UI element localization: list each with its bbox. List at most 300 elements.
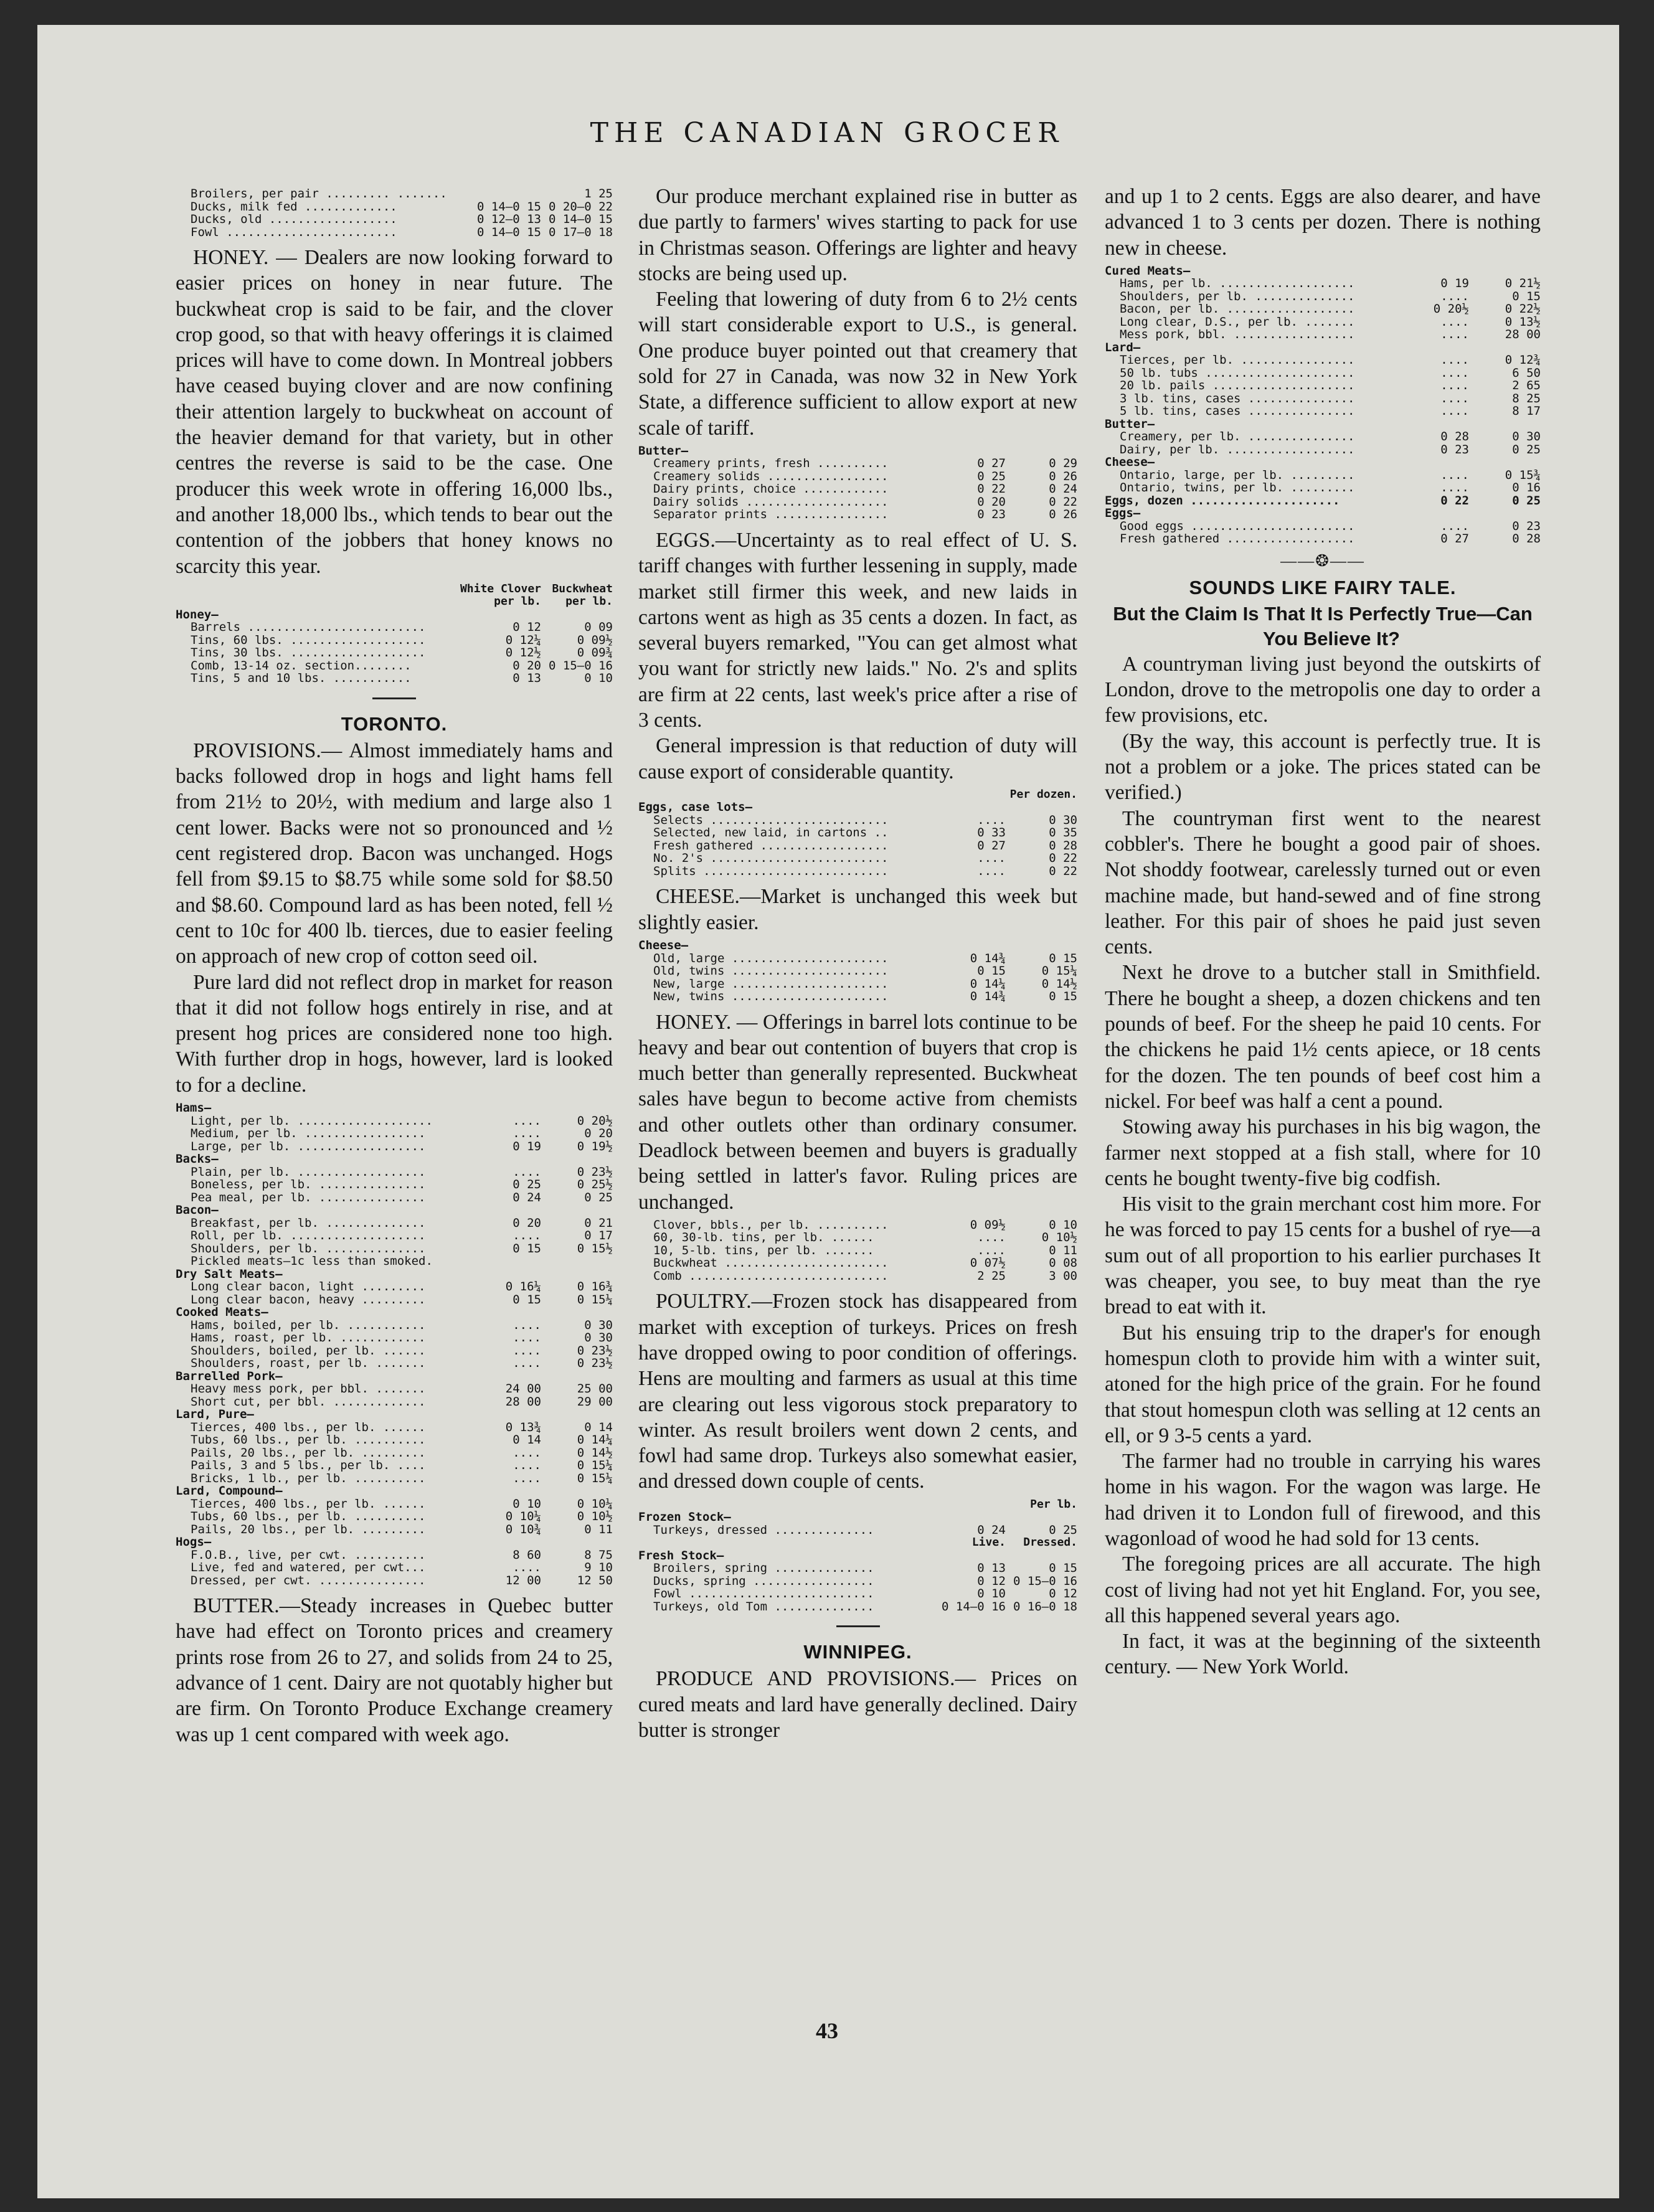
- price-value: [541, 1102, 613, 1115]
- honey-head-buckwheat: Buckwheat: [552, 582, 613, 595]
- price-label: Backs—: [176, 1153, 219, 1166]
- price-value: ....: [513, 1113, 541, 1128]
- price-value: [466, 1102, 541, 1115]
- cheese-price-table: [638, 939, 1077, 1003]
- produce-merchant-paragraph: Our produce merchant explained rise in butter as due partly to farmers' wives starting to pack for use in Christmas season. Offerings are lighter and heavy stocks are being used up.: [638, 185, 1077, 285]
- price-label: Pickled meats—1c less than smoked.: [191, 1255, 433, 1268]
- price-label: F.O.B., live, per cwt. ..........: [191, 1548, 426, 1562]
- price-label: Butter—: [1105, 417, 1155, 431]
- price-label: 10, 5-lb. tins, per lb. .......: [653, 1244, 874, 1257]
- winnipeg-continued-paragraph: and up 1 to 2 cents. Eggs are also dearer, and have advanced 1 to 3 cents per dozen. There is nothing new in cheese.: [1105, 185, 1541, 260]
- price-value: 0 19½: [577, 1139, 613, 1153]
- price-value: 0 22: [1049, 494, 1077, 509]
- price-value: 0 25½: [577, 1178, 613, 1192]
- article-paragraph: Stowing away his purchases in his big wagon, the farmer next stopped at a fish stall, where for 10 cents he bought twenty-five big codfish.: [1105, 1115, 1541, 1190]
- price-label: Dry Salt Meats—: [176, 1267, 283, 1281]
- price-label: Hogs—: [176, 1536, 212, 1549]
- price-value: [541, 1408, 613, 1421]
- article-paragraph: The farmer had no trouble in carrying his wares home in his wagon. For the wagon was large. He had driven it to London full of firewood, and this wagonload of wood he had sold for 13 cents.: [1105, 1450, 1541, 1550]
- price-value: 0 15—0 16: [1013, 1574, 1077, 1588]
- price-label: Long clear bacon, heavy .........: [191, 1293, 426, 1307]
- price-label: Turkeys, dressed ..............: [653, 1523, 874, 1537]
- price-value: 0 23: [1440, 442, 1469, 456]
- price-row: [1105, 418, 1541, 431]
- price-value: 0 14—0 15: [477, 199, 541, 214]
- price-value: 2 25: [977, 1269, 1006, 1283]
- price-row: [176, 1408, 613, 1421]
- price-row: [176, 1549, 613, 1562]
- price-value: 0 22: [977, 482, 1006, 496]
- price-row: [176, 1536, 613, 1549]
- price-row: [1105, 328, 1541, 341]
- price-label: Plain, per lb. ..................: [191, 1165, 426, 1179]
- price-row: [176, 1204, 613, 1217]
- article-body: [1105, 651, 1541, 1680]
- price-value: 0 30: [1512, 430, 1541, 444]
- price-value: 0 15¼: [577, 1292, 613, 1307]
- price-label: Hams—: [176, 1102, 212, 1115]
- price-value: 0 14½: [577, 1445, 613, 1460]
- price-label: Dairy, per lb. ..................: [1120, 443, 1355, 456]
- price-value: 0 35: [1049, 826, 1077, 840]
- price-value: 0 14: [584, 1420, 613, 1434]
- price-value: 0 20½: [577, 1113, 613, 1128]
- price-label: Buckwheat .......................: [653, 1257, 889, 1270]
- price-row: [638, 457, 1077, 470]
- price-row: [1105, 379, 1541, 392]
- price-row: [176, 1561, 613, 1574]
- eggs-price-table: [638, 788, 1077, 878]
- price-value: 0 15: [1049, 951, 1077, 965]
- price-value: 0 23½: [577, 1165, 613, 1179]
- column-2: [638, 184, 1077, 1743]
- price-value: 0 10¼: [577, 1496, 613, 1511]
- honey-paragraph: HONEY. — Dealers are now looking forward to easier prices on honey in near future. The buckwheat crop is said to be fair, and the clover crop good, so that with heavy offerings it is claimed prices will have to come down. In Montreal jobbers have ceased buying clover and are now confining their attention largely to buckwheat on account of the heavier demand for that variety, but in other centres the reverse is said to be the case. One producer this week wrote in offering 16,000 lbs., and another 18,000 lbs., which tends to bear out the contention of the jobbers that honey knows no scarcity this year.: [176, 246, 613, 578]
- price-row: [638, 978, 1077, 991]
- price-value: 0 12—0 13: [477, 212, 541, 226]
- price-label: Creamery solids .................: [653, 470, 889, 483]
- price-value: 0 20: [513, 1216, 541, 1230]
- price-value: [466, 1306, 541, 1319]
- price-value: [1006, 939, 1077, 952]
- price-value: 0 24: [1049, 482, 1077, 496]
- price-row: [176, 1396, 613, 1409]
- price-value: 0 15½: [577, 1241, 613, 1255]
- price-label: Honey—: [176, 608, 219, 622]
- price-value: 25 00: [577, 1382, 613, 1396]
- price-label: Ducks, milk fed .............: [191, 200, 397, 213]
- price-label: Medium, per lb. .................: [191, 1127, 426, 1140]
- winnipeg-heading: WINNIPEG.: [803, 1641, 912, 1663]
- price-value: 0 26: [1049, 508, 1077, 522]
- poultry-head-dressed: Dressed.: [1023, 1536, 1077, 1549]
- price-value: 0 25: [1512, 493, 1541, 508]
- price-value: 0 22: [1049, 864, 1077, 878]
- poultry-paragraph: POULTRY.—Frozen stock has disappeared from market with exception of turkeys. Prices on fresh have dropped owing to poor condition of offerings. Hens are moulting and farmers as usual at this time are clearing out less vigorous stock preparatory to winter. As result broilers went down 2 cents, and fowl had same drop. Turkeys also somewhat easier, and dressed down couple of cents.: [638, 1290, 1077, 1493]
- price-row: [638, 1524, 1077, 1537]
- price-label: Hams, boiled, per lb. ...........: [191, 1318, 426, 1332]
- honey-paragraph-2: HONEY. — Offerings in barrel lots continue to be heavy and bear out contention of buyers that crop is much better than generally represented. Buckwheat sales have begun to become active from chemists and other outlets other than ordinary consumer. Deadlock between beemen and buyers is gradually being settled in latter's favor. Ruling prices are unchanged.: [638, 1010, 1077, 1214]
- price-label: Clover, bbls., per lb. ..........: [653, 1218, 889, 1232]
- price-value: ....: [977, 813, 1006, 827]
- price-label: 20 lb. pails ....................: [1120, 379, 1355, 392]
- price-value: 0 16¼: [505, 1280, 541, 1294]
- price-row: [638, 1244, 1077, 1257]
- price-label: Tierces, 400 lbs., per lb. ......: [191, 1420, 426, 1434]
- price-value: ....: [1440, 366, 1469, 380]
- price-value: 0 11: [584, 1522, 613, 1536]
- price-value: [466, 1370, 541, 1383]
- price-value: ....: [513, 1343, 541, 1358]
- price-label: Short cut, per bbl. .............: [191, 1395, 426, 1409]
- price-value: 0 10¼: [505, 1510, 541, 1524]
- price-row: [638, 801, 1077, 814]
- price-label: Cheese—: [1105, 456, 1155, 469]
- price-value: [1006, 445, 1077, 458]
- price-value: [466, 1268, 541, 1281]
- price-value: [541, 1153, 613, 1166]
- price-label: Fowl ........................: [191, 225, 397, 239]
- price-row: [176, 226, 613, 239]
- price-row: [176, 1280, 613, 1293]
- price-label: Creamery prints, fresh ..........: [653, 457, 889, 470]
- price-label: Long clear bacon, light .........: [191, 1280, 426, 1293]
- price-value: 0 24: [977, 1523, 1006, 1537]
- price-value: [1469, 341, 1541, 354]
- price-row: [638, 1219, 1077, 1232]
- price-label: Heavy mess pork, per bbl. .......: [191, 1382, 426, 1396]
- price-row: [176, 201, 613, 214]
- price-value: 0 14—0 15: [549, 212, 613, 226]
- price-label: Ducks, old ..................: [191, 213, 397, 226]
- price-label: Comb, 13-14 oz. section........: [191, 659, 412, 673]
- price-row: [638, 865, 1077, 878]
- price-value: 8 17: [1512, 404, 1541, 418]
- honey-head-clover: White Clover: [460, 582, 541, 595]
- price-label: Butter—: [638, 444, 689, 458]
- price-label: Mess pork, bbl. .................: [1120, 328, 1355, 341]
- price-label: Lard, Compound—: [176, 1485, 283, 1498]
- price-value: 0 10¾: [505, 1522, 541, 1536]
- price-value: 0 15: [1049, 1561, 1077, 1576]
- price-label: Live, fed and watered, per cwt...: [191, 1561, 426, 1574]
- price-label: Boneless, per lb. ...............: [191, 1178, 426, 1191]
- price-row: [176, 634, 613, 647]
- price-row: [176, 1510, 613, 1523]
- provisions-paragraph: PROVISIONS.— Almost immediately hams and backs followed drop in hogs and light hams fell from 21½ to 20½, with medium and large also 1 cent lower. Backs were not so pronounced and ½ cent registered drop. Bacon was unchanged. Hogs fell from $9.15 to $8.75 while some sold for $8.50 and $8.60. Compound lard as has been noted, fell ½ cent to 10c for 400 lb. tierces, due to easier feeling on approach of new crop of cotton seed oil.: [176, 739, 613, 968]
- price-value: 0 29: [1049, 456, 1077, 471]
- price-value: [1394, 341, 1469, 354]
- price-value: 0 12½: [505, 646, 541, 660]
- price-row: [176, 1523, 613, 1536]
- price-label: Barrelled Pork—: [176, 1369, 283, 1383]
- price-value: [1469, 418, 1541, 431]
- price-value: ....: [977, 864, 1006, 878]
- honey-price-table-2: [638, 1219, 1077, 1283]
- column-1: [176, 184, 613, 1747]
- price-value: 0 20½: [1433, 302, 1469, 316]
- price-value: 12 50: [577, 1573, 613, 1587]
- price-value: 2 65: [1512, 379, 1541, 393]
- price-value: 0 10: [1049, 1217, 1077, 1232]
- price-row: [638, 852, 1077, 865]
- price-value: 0 28: [1049, 838, 1077, 853]
- price-value: [466, 1153, 541, 1166]
- price-row: [1105, 265, 1541, 278]
- price-value: 0 20: [584, 1127, 613, 1141]
- price-label: Fresh gathered ..................: [1120, 532, 1355, 546]
- price-value: [541, 1204, 613, 1217]
- price-value: 0 20—0 22: [549, 199, 613, 214]
- price-row: [1105, 303, 1541, 316]
- price-label: Bacon, per lb. ..................: [1120, 303, 1355, 316]
- price-value: ....: [1440, 314, 1469, 329]
- price-row: [176, 1102, 613, 1115]
- price-value: 0 14¾: [970, 951, 1006, 965]
- price-label: Selected, new laid, in cartons ..: [653, 826, 889, 839]
- price-value: 0 11: [1049, 1243, 1077, 1257]
- price-value: 0 10: [513, 1496, 541, 1511]
- price-value: 0 25: [1512, 442, 1541, 456]
- price-value: [1006, 801, 1077, 814]
- price-row: [638, 990, 1077, 1003]
- price-value: 0 19: [513, 1139, 541, 1153]
- price-label: Tins, 5 and 10 lbs. ...........: [191, 672, 412, 685]
- price-value: ....: [513, 1229, 541, 1243]
- price-value: ....: [977, 1231, 1006, 1245]
- article-paragraph: A countryman living just beyond the outskirts of London, drove to the metropolis one day to order a few provisions, etc.: [1105, 652, 1541, 727]
- price-value: 0 25: [513, 1178, 541, 1192]
- price-value: [541, 1268, 613, 1281]
- price-value: 0 27: [977, 456, 1006, 471]
- price-row: [1105, 469, 1541, 482]
- price-value: ....: [1440, 353, 1469, 367]
- price-value: [931, 1549, 1006, 1562]
- price-value: [1469, 456, 1541, 469]
- price-value: ....: [1440, 289, 1469, 303]
- poultry-tail-table: [176, 187, 613, 239]
- price-label: Dairy solids ....................: [653, 495, 889, 509]
- price-value: [541, 1306, 613, 1319]
- price-row: [176, 1293, 613, 1307]
- price-row: [638, 965, 1077, 978]
- price-value: [1394, 456, 1469, 469]
- price-label: Selects .........................: [653, 813, 889, 827]
- eggs-head: Per dozen.: [1009, 787, 1077, 801]
- price-label: Barrels .........................: [191, 621, 426, 634]
- price-row: [1105, 430, 1541, 443]
- price-label: Tins, 30 lbs. ...................: [191, 646, 426, 659]
- article-paragraph: Next he drove to a butcher stall in Smithfield. There he bought a sheep, a dozen chickens and ten pounds of beef. For the sheep he paid 10 cents. For the chickens he paid 1½ cents apiece, or 18 cents for the dozen. The ten pounds of beef cost him a nickel. For beef was half a cent a pound.: [1105, 961, 1541, 1113]
- price-value: [1469, 265, 1541, 278]
- price-label: Pails, 3 and 5 lbs., per lb. ....: [191, 1459, 426, 1472]
- price-row: [638, 939, 1077, 952]
- price-value: 0 21½: [1505, 276, 1541, 291]
- winnipeg-price-table: [1105, 265, 1541, 546]
- price-row: [638, 952, 1077, 965]
- price-label: Creamery, per lb. ...............: [1120, 430, 1355, 443]
- price-value: 0 07½: [970, 1256, 1006, 1270]
- price-value: [931, 1511, 1006, 1524]
- price-row: [1105, 532, 1541, 546]
- price-row: [176, 621, 613, 634]
- price-label: Hams, roast, per lb. ............: [191, 1331, 426, 1345]
- price-label: Dressed, per cwt. ...............: [191, 1574, 426, 1587]
- price-row: [638, 826, 1077, 839]
- price-row: [176, 1153, 613, 1166]
- price-value: [931, 801, 1006, 814]
- price-label: Eggs, dozen .....................: [1105, 494, 1340, 508]
- price-row: [176, 1306, 613, 1319]
- price-value: 0 28: [1512, 532, 1541, 546]
- price-value: 0 16¾: [577, 1280, 613, 1294]
- butter-paragraph: BUTTER.—Steady increases in Quebec butter have had effect on Toronto prices and creamery prints rose from 26 to 27, and solids from 24 to 25, advance of 1 cent. Dairy are not quotably higher but are firm. On Toronto Produce Exchange creamery was up 1 cent compared with week ago.: [176, 1594, 613, 1746]
- price-row: [638, 1549, 1077, 1562]
- price-value: ....: [513, 1445, 541, 1460]
- price-value: 0 10½: [577, 1510, 613, 1524]
- price-row: [638, 1257, 1077, 1270]
- honey-head-clover-unit: per lb.: [494, 595, 541, 608]
- price-value: 0 15¼: [577, 1458, 613, 1473]
- price-label: Ontario, large, per lb. .........: [1120, 468, 1355, 482]
- price-row: [176, 1574, 613, 1587]
- price-value: 0 13¾: [505, 1420, 541, 1434]
- price-row: [176, 659, 613, 673]
- price-row: [176, 1255, 613, 1268]
- price-value: 0 15: [513, 1292, 541, 1307]
- price-value: 0 23½: [577, 1356, 613, 1371]
- price-label: Tierces, per lb. ................: [1120, 354, 1355, 367]
- article-paragraph: His visit to the grain merchant cost him more. For he was forced to pay 15 cents for a bushel of rye—a sum out of all proportion to his earlier purchases It was cheaper, you see, to buy meat than the rye bread to eat with it.: [1105, 1193, 1541, 1319]
- price-label: Good eggs .......................: [1120, 519, 1355, 533]
- price-row: [176, 1191, 613, 1204]
- price-value: 0 15: [1512, 289, 1541, 303]
- price-value: ....: [977, 1243, 1006, 1257]
- price-label: Tierces, 400 lbs., per lb. ......: [191, 1497, 426, 1511]
- price-row: [176, 1331, 613, 1345]
- price-label: Dairy prints, choice ............: [653, 483, 889, 496]
- price-row: [176, 1268, 613, 1281]
- price-value: 0 15—0 16: [549, 658, 613, 673]
- pure-lard-paragraph: Pure lard did not reflect drop in market for reason that it did not follow hogs entirely in rise, and at present hog prices are considered none too high. With further drop in hogs, however, lard is looked to for a decline.: [176, 970, 613, 1097]
- price-value: 0 10½: [1041, 1231, 1077, 1245]
- price-label: Old, large ......................: [653, 952, 889, 965]
- price-row: [1105, 392, 1541, 405]
- price-value: ....: [513, 1165, 541, 1179]
- article-paragraph: The foregoing prices are all accurate. The high cost of living had not yet hit England. For, you see, all this happened several years ago.: [1105, 1553, 1541, 1627]
- price-row: [638, 1600, 1077, 1614]
- price-row: [176, 1178, 613, 1191]
- price-row: [176, 1421, 613, 1434]
- price-value: 0 26: [1049, 469, 1077, 483]
- price-value: 0 12: [513, 620, 541, 635]
- price-label: New, twins ......................: [653, 990, 889, 1003]
- price-label: Eggs—: [1105, 507, 1141, 520]
- section-rule: [372, 697, 416, 699]
- price-value: ....: [513, 1331, 541, 1345]
- price-value: 0 14¾: [970, 990, 1006, 1004]
- price-label: Cured Meats—: [1105, 264, 1191, 278]
- cheese-paragraph: CHEESE.—Market is unchanged this week but slightly easier.: [638, 885, 1077, 934]
- price-row: [176, 1434, 613, 1447]
- price-value: 8 60: [513, 1548, 541, 1562]
- price-value: ....: [513, 1561, 541, 1575]
- price-row: [1105, 354, 1541, 367]
- price-label: Roll, per lb. ...................: [191, 1229, 426, 1242]
- price-row: [1105, 443, 1541, 456]
- price-value: 28 00: [505, 1394, 541, 1409]
- price-value: 0 15¼: [1041, 964, 1077, 978]
- price-value: 0 15: [1049, 990, 1077, 1004]
- price-label: Turkeys, old Tom ..............: [653, 1600, 874, 1614]
- price-value: 6 50: [1512, 366, 1541, 380]
- price-value: 0 14¼: [577, 1433, 613, 1447]
- price-value: 0 10: [584, 671, 613, 686]
- price-label: Tubs, 60 lbs., per lb. ..........: [191, 1434, 426, 1447]
- duty-paragraph: Feeling that lowering of duty from 6 to 2½ cents will start considerable export to U.S., is general. One produce buyer pointed out that creamery that sold for 27 in Canada, was now 32 in New York State, a difference sufficient to allow export at new scale of tariff.: [638, 288, 1077, 440]
- price-value: 0 25: [977, 469, 1006, 483]
- price-row: [1105, 456, 1541, 469]
- price-row: [176, 1345, 613, 1358]
- price-value: [541, 608, 613, 622]
- price-value: 0 10: [977, 1587, 1006, 1601]
- price-value: [460, 608, 541, 622]
- price-value: [931, 445, 1006, 458]
- page-number: 43: [816, 2018, 838, 2043]
- price-value: 0 12¼: [505, 633, 541, 647]
- price-label: Pails, 20 lbs., per lb. .........: [191, 1523, 426, 1536]
- price-value: 0 25: [1049, 1523, 1077, 1537]
- price-label: Bricks, 1 lb., per lb. ..........: [191, 1472, 426, 1485]
- price-row: [1105, 405, 1541, 418]
- price-label: Shoulders, per lb. ..............: [191, 1242, 426, 1255]
- price-label: Splits ..........................: [653, 864, 889, 878]
- price-row: [176, 646, 613, 659]
- price-value: 0 16—0 18: [1013, 1599, 1077, 1614]
- price-value: ....: [1440, 328, 1469, 342]
- price-value: 0 12: [1049, 1587, 1077, 1601]
- price-value: 0 22: [1440, 493, 1469, 508]
- price-row: [638, 1562, 1077, 1575]
- price-label: Tins, 60 lbs. ...................: [191, 633, 426, 647]
- price-value: ....: [1440, 404, 1469, 418]
- price-value: 28 00: [1505, 328, 1541, 342]
- eggs-paragraph: EGGS.—Uncertainty as to real effect of U. S. tariff changes with further lessening in supply, made market still firmer this week, and new laids in cartons went as high as 35 cents a dozen. In fact, as several buyers remarked, "You can get almost what you want for strictly new laids." No. 2's and splits are firm at 22 cents, last week's price after a rise of 3 cents.: [638, 528, 1077, 732]
- price-value: ....: [1440, 391, 1469, 405]
- price-row: [176, 1229, 613, 1242]
- price-value: [1006, 1549, 1077, 1562]
- price-label: 60, 30-lb. tins, per lb. ......: [653, 1231, 874, 1244]
- price-label: Hams, per lb. ...................: [1120, 277, 1355, 290]
- price-value: 0 15¼: [577, 1471, 613, 1485]
- price-value: 8 25: [1512, 391, 1541, 405]
- price-value: 0 30: [584, 1318, 613, 1332]
- price-row: [638, 496, 1077, 509]
- price-row: [638, 1270, 1077, 1283]
- price-value: [466, 1485, 541, 1498]
- price-label: Cooked Meats—: [176, 1306, 268, 1319]
- price-value: ....: [513, 1356, 541, 1371]
- price-value: 0 33: [977, 826, 1006, 840]
- price-label: Fowl ..........................: [653, 1587, 874, 1600]
- price-label: Cheese—: [638, 939, 689, 952]
- poultry-head-perlb: Per lb.: [1030, 1497, 1077, 1511]
- price-row: [638, 1511, 1077, 1524]
- winnipeg-paragraph: PRODUCE AND PROVISIONS.— Prices on cured meats and lard have generally declined. Dairy butter is stronger: [638, 1667, 1077, 1742]
- price-label: Pails, 20 lbs., per lb. .........: [191, 1446, 426, 1460]
- price-value: 0 15: [513, 1241, 541, 1255]
- price-row: [176, 187, 613, 201]
